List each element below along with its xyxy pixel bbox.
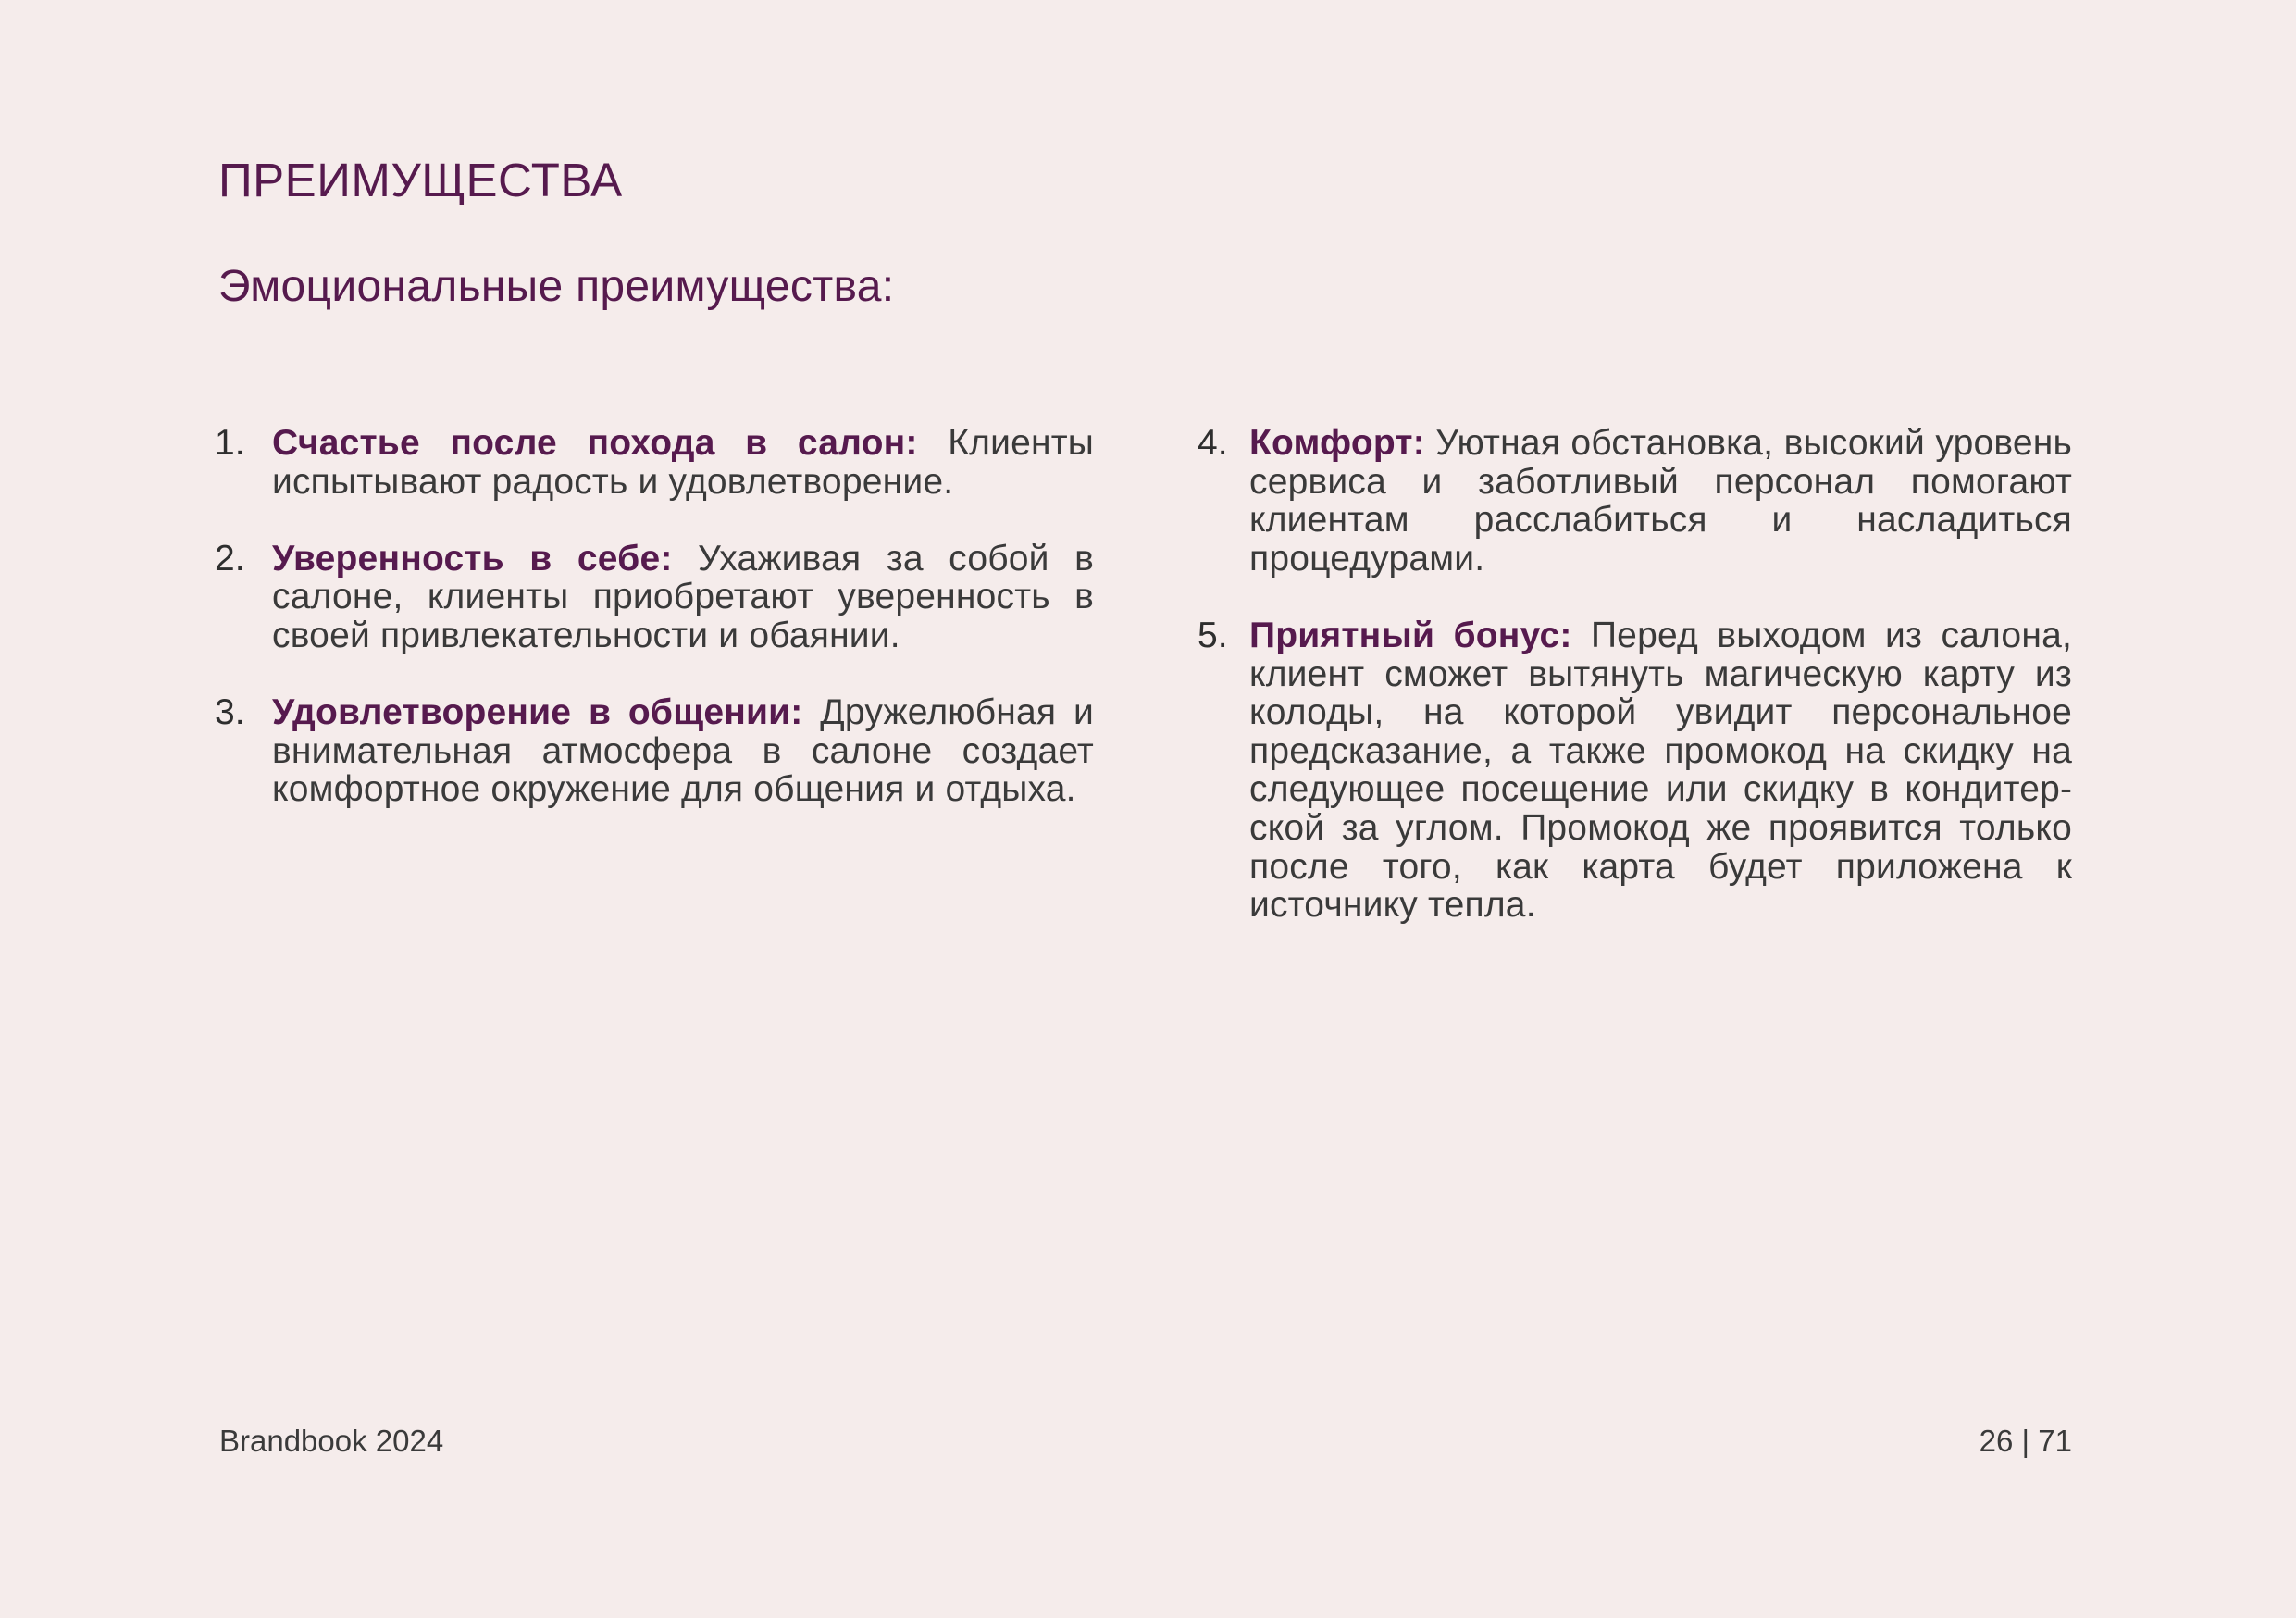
item-number: 2.: [215, 538, 245, 579]
item-lead: Удовлетворение в общении:: [272, 692, 803, 733]
item-body: [272, 540, 1094, 655]
benefit-item-4: [1198, 424, 2072, 578]
item-number: 1.: [215, 423, 245, 463]
item-text: Ухаживая за собой в салоне, клиенты приобретают уверенность в своей привлекательности и обаянии.: [272, 538, 1094, 655]
benefits-list-left: [215, 424, 1094, 848]
section-subtitle: Эмоциональные преимущества:: [218, 262, 895, 311]
item-body: [1249, 424, 2072, 578]
footer-page-number: 26 | 71: [1979, 1424, 2072, 1458]
item-lead: Комфорт:: [1249, 423, 1425, 463]
item-lead: Уверенность в себе:: [272, 538, 673, 579]
item-text: Дружелюбная и внимательная атмосфера в салоне создает комфортное окружение для общения и отдыха.: [272, 692, 1094, 810]
item-text: Перед выходом из салона, клиент сможет вытянуть магическую карту из колоды, на которой увидит персональное предсказание, а также промокод на скидку на следующее посещение или скидку в кондитерской за углом. Промокод же проявится только после того, как карта будет приложена к источнику тепла.: [1249, 615, 2072, 926]
item-text: Уютная обстановка, высокий уровень сервиса и заботливый персонал помогают клиентам расслабиться и насладиться процедурами.: [1249, 423, 2072, 579]
item-text: Клиенты испытывают радость и удовлетворение.: [272, 423, 1094, 502]
benefit-item-1: [215, 424, 1094, 501]
item-body: [1249, 616, 2072, 925]
item-body: [272, 693, 1094, 809]
benefit-item-3: [215, 693, 1094, 809]
item-number: 4.: [1198, 423, 1228, 463]
item-lead: Счастье после похода в салон:: [272, 423, 918, 463]
benefits-list-right: [1198, 424, 2072, 963]
footer-document-name: Brandbook 2024: [219, 1424, 444, 1458]
benefit-item-2: [215, 540, 1094, 655]
item-number: 5.: [1198, 615, 1228, 655]
item-lead: Приятный бонус:: [1249, 615, 1572, 655]
item-number: 3.: [215, 692, 245, 733]
benefit-item-5: [1198, 616, 2072, 925]
page-title: ПРЕИМУЩЕСТВА: [218, 154, 623, 206]
item-body: [272, 424, 1094, 501]
